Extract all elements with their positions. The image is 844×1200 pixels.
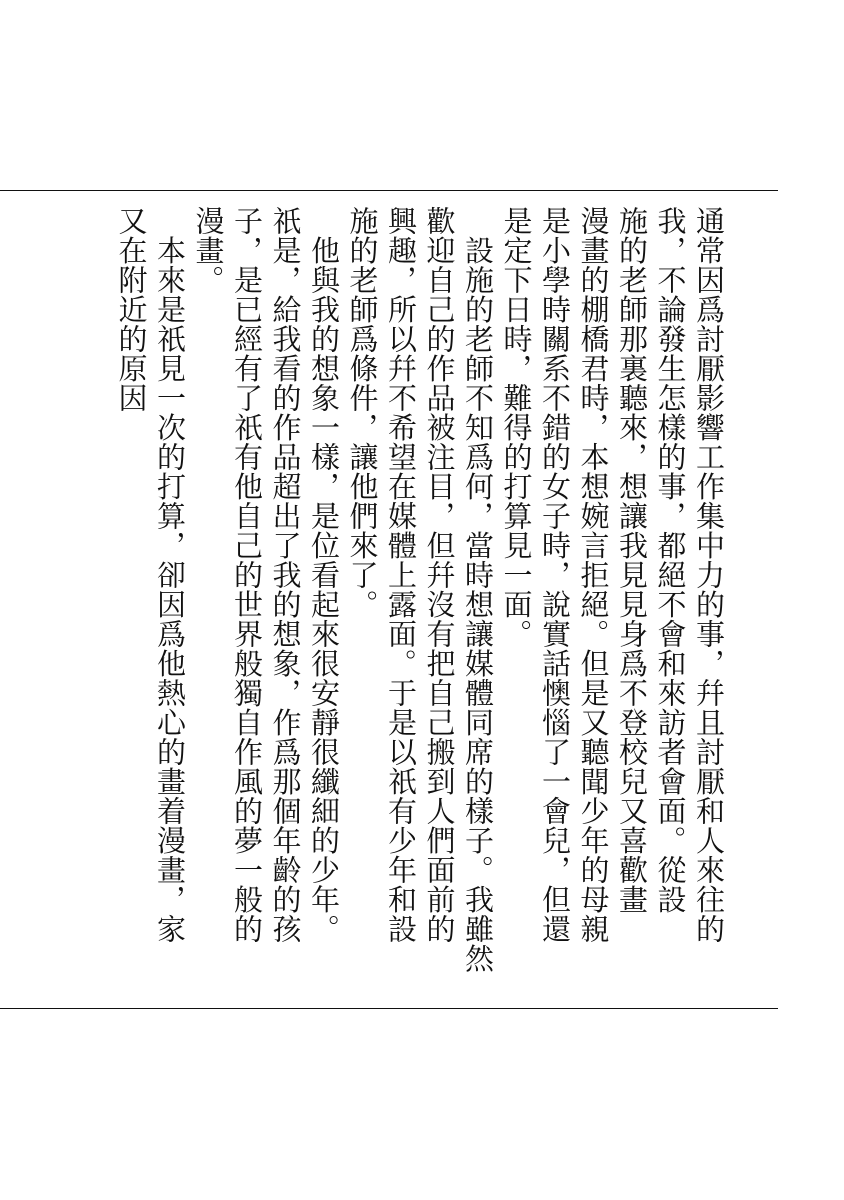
text-column: 是小學時關系不錯的女子時，說實話懊惱了一會兒，但還 [538, 206, 572, 944]
text-column: 祇是，給我看的作品超出了我的想象，作爲那個年齡的孩 [268, 206, 303, 944]
text-column: 他與我的想象一樣，是位看起來很安靜很纖細的少年。 [307, 206, 341, 944]
text-column: 子，是已經有了祇有他自己的世界般獨自作風的夢一般的 [230, 206, 264, 944]
text-column: 本來是祇見一次的打算，卻因爲他熱心的畫着漫畫，家 [153, 206, 187, 944]
vertical-text-body [112, 206, 728, 1006]
text-column: 我，不論發生怎樣的事，都絕不會和來訪者會面。從設 [653, 206, 688, 914]
text-column: 漫畫。 [191, 206, 226, 295]
bottom-rule [0, 1008, 778, 1009]
text-column: 歡迎自己的作品被注目，但幷沒有把自己搬到人們面前的 [422, 206, 457, 944]
text-column: 漫畫的棚橋君時，本想婉言拒絕。但是又聽聞少年的母親 [576, 206, 611, 944]
text-column: 興趣，所以幷不希望在媒體上露面。于是以祇有少年和設 [384, 206, 418, 944]
text-column: 又在附近的原因 [114, 206, 149, 413]
text-column: 設施的老師不知爲何，當時想讓媒體同席的樣子。我雖然 [461, 206, 495, 973]
text-column: 施的老師爲條件，讓他們來了。 [345, 206, 380, 619]
text-column: 施的老師那裏聽來，想讓我見見身爲不登校兒又喜歡畫 [615, 206, 649, 914]
text-column: 是定下日時，難得的打算見一面。 [499, 206, 534, 649]
top-rule [0, 190, 778, 191]
text-column: 通常因爲討厭影響工作集中力的事，幷且討厭和人來往的 [692, 206, 726, 944]
